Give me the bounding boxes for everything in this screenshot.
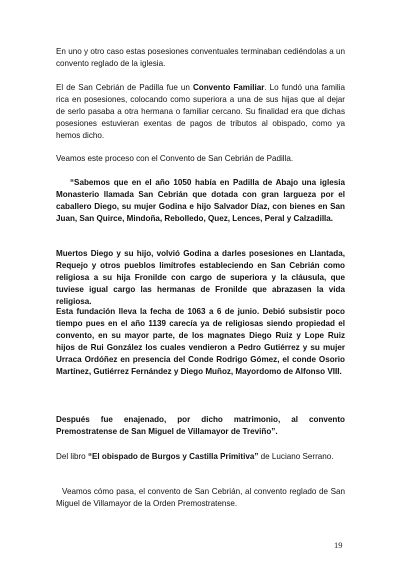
paragraph-book-citation <box>56 451 345 463</box>
quote-paragraph-fundacion <box>56 306 345 379</box>
quote-paragraph-fundacion-text: Esta fundación lleva la fecha de 1063 a 6 de junio. Debió subsistir poco tiempo pues en el año 1139 carecía ya de religiosas siendo propiedad el convento, en su mayor parte, de los magnates Diego Ruiz y Lope Ruiz hijos de Rui González los cuales vendieron a Pedro Gutiérrez y su mujer Urraca Ordóñez en presencia del Conde Rodrigo Gómez, el conde Osorio Martínez, Gutiérrez Fernández y Diego Muñoz, Mayordomo de Alfonso VIII. <box>56 307 345 377</box>
citation-author: de Luciano Serrano. <box>258 452 334 461</box>
quote-paragraph-enajenado <box>56 414 345 438</box>
paragraph-intro <box>56 46 345 70</box>
citation-book-title: “El obispado de Burgos y Castilla Primitiva” <box>87 452 259 461</box>
paragraph-veamos-como-pasa <box>56 486 345 510</box>
quote-paragraph-muertos-text: Muertos Diego y su hijo, volvió Godina a darles posesiones en Llantada, Requejo y otros pueblos limítrofes estableciendo en San Cebrián como religiosa a su hija Fronilde con cargo de superiora y la cláusula, que tuviese igual cargo las hermanas de Fronilde que abrazasen la vida religiosa. <box>56 249 345 307</box>
quote-paragraph-1050-text: “Sabemos que en el año 1050 había en Padilla de Abajo una iglesia Monasterio llamada San Cebrián que dotada con gran largueza por el caballero Diego, su mujer Godina e hijo Salvador Díaz, con bienes en San Juan, San Quirce, Mindoña, Rebolledo, Quez, Lences, Peral y Calzadilla. <box>56 178 345 224</box>
convento-familiar-term: Convento Familiar <box>192 83 265 92</box>
paragraph-veamos-como-pasa-text: Veamos cómo pasa, el convento de San Cebrián, al convento reglado de San Miguel de Villamayor de la Orden Premostratense. <box>56 487 345 509</box>
quote-paragraph-1050 <box>56 177 345 225</box>
paragraph-veamos-proceso <box>56 153 345 165</box>
paragraph-convento-familiar-text-a: El de San Cebrián de Padilla fue un <box>56 83 193 92</box>
quote-paragraph-muertos <box>56 248 345 308</box>
paragraph-veamos-proceso-text: Veamos este proceso con el Convento de San Cebrián de Padilla. <box>56 154 294 163</box>
paragraph-convento-familiar-text-b: . Lo fundó una familia rica en posesiones, colocando como superiora a una de sus hijas que al dejar de serlo pasaba a otra hermana o familiar cercano. Su finalidad era que dichas posesiones estuvieran exentas de pagos de tributos al obispado, como ya hemos dicho. <box>56 83 345 141</box>
paragraph-convento-familiar <box>56 82 345 142</box>
paragraph-intro-text: En uno y otro caso estas posesiones conventuales terminaban cediéndolas a un convento reglado de la iglesia. <box>56 47 345 69</box>
citation-prefix: Del libro <box>56 452 88 461</box>
page-number: 19 <box>334 540 343 550</box>
quote-paragraph-enajenado-text: Después fue enajenado, por dicho matrimonio, al convento Premostratense de San Miguel de Villamayor de Treviño”. <box>56 415 345 437</box>
